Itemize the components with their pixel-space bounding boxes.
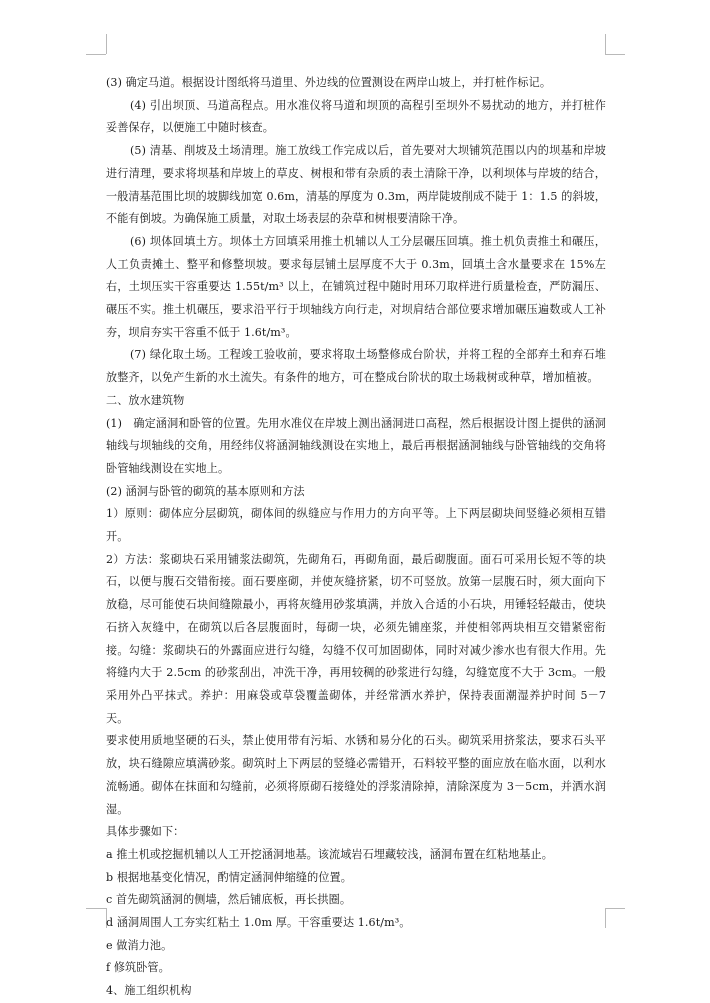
crop-mark-bottom-right-horizontal bbox=[605, 908, 625, 909]
crop-mark-bottom-left-horizontal bbox=[86, 908, 106, 909]
paragraph-culvert-position: (1) 确定涵洞和卧管的位置。先用水准仪在岸坡上测出涵洞进口高程，然后根据设计图上提供的涵洞轴线与坝轴线的交角，用经纬仪将涵洞轴线测设在实地上，最后再根据涵洞轴线与卧管轴线的交角将卧管轴线测设在实地上。 bbox=[106, 416, 606, 475]
section-heading-outlet-structures: 二、放水建筑物 bbox=[106, 393, 185, 407]
paragraph-step-7-greening: (7) 绿化取土场。工程竣工验收前，要求将取土场整修成台阶状，并将工程的全部弃土和弃石堆放整齐，以免产生新的水土流失。有条件的地方，可在整成台阶状的取土场栽树或种草，增加植被。 bbox=[106, 348, 606, 385]
document-body bbox=[106, 72, 606, 1003]
paragraph-step-5-foundation-clearing: (5) 清基、削坡及土场清理。施工放线工作完成以后，首先要对大坝铺筑范围以内的坝基和岸坡进行清理，要求将坝基和岸坡上的草皮、树根和带有杂质的表土清除干净，以利坝体与岸坡的结合，一般清基范围比坝的坡脚线加宽 0.6m，清基的厚度为 0.3m，两岸陡坡削成不陡于 1：1.5 的斜坡，不能有倒坡。为确保施工质量，对取土场表层的杂草和树根要清除干净。 bbox=[106, 144, 606, 226]
paragraph-masonry-method: 2）方法：浆砌块石采用铺浆法砌筑，先砌角石，再砌角面，最后砌腹面。面石可采用长短不等的块石，以便与腹石交错衔接。面石要座砌，并使灰缝挤紧，切不可竖放。放第一层腹石时，须大面向下放稳，尽可能使石块间缝隙最小，再将灰缝用砂浆填满，并放入合适的小石块，用锤轻轻敲击，使块石挤入灰缝中，在砌筑以后各层腹面时，每砌一块，必须先铺座浆，并使相邻两块相互交错紧密衔接。勾缝：浆砌块石的外露面应进行勾缝，勾缝不仅可加固砌体，同时对减少渗水也有很大作用。先将缝内大于 2.5cm 的砂浆刮出，冲洗干净，再用较稠的砂浆进行勾缝，勾缝宽度不大于 3cm。一般采用外凸平抹式。养护：用麻袋或草袋覆盖砌体，并经常洒水养护，保持表面潮湿养护时间 5－7 天。 bbox=[106, 552, 606, 725]
list-item-step-c: c 首先砌筑涵洞的侧墙，然后铺底板，再长拱圈。 bbox=[106, 893, 352, 907]
crop-mark-top-right-horizontal bbox=[605, 54, 625, 55]
paragraph-masonry-principle: 1）原则：砌体应分层砌筑，砌体间的纵缝应与作用力的方向平等。上下两层砌块间竖缝必须相互错开。 bbox=[106, 507, 606, 544]
section-heading-organization: 4、施工组织机构 bbox=[106, 984, 192, 998]
list-item-step-a: a 推土机或挖掘机辅以人工开挖涵洞地基。该流域岩石埋藏较浅，涵洞布置在红粘地基止。 bbox=[106, 847, 553, 861]
list-item-step-f: f 修筑卧管。 bbox=[106, 961, 170, 975]
paragraph-stone-requirements: 要求使用质地坚硬的石头，禁止使用带有污垢、水锈和易分化的石头。砌筑采用挤浆法，要求石头平放，块石缝隙应填满砂浆。砌筑时上下两层的竖缝必需错开，石料较平整的面应放在临水面，以利水流畅通。砌体在抹面和勾缝前，必须将原砌石接缝处的浮浆清除掉，清除深度为 3－5cm，并洒水润湿。 bbox=[106, 734, 606, 816]
crop-mark-top-right-vertical bbox=[605, 34, 606, 54]
list-item-step-b: b 根据地基变化情况，酌情定涵洞伸缩缝的位置。 bbox=[106, 870, 352, 884]
paragraph-step-4-elevation-points: (4) 引出坝顶、马道高程点。用水准仪将马道和坝顶的高程引至坝外不易扰动的地方，并打桩作妥善保存，以便施工中随时核查。 bbox=[106, 98, 606, 135]
crop-mark-top-left-vertical bbox=[106, 34, 107, 54]
list-item-step-e: e 做消力池。 bbox=[106, 938, 173, 952]
list-item-step-d: d 涵洞周围人工夯实红粘土 1.0m 厚。干容重要达 1.6t/m³。 bbox=[106, 916, 411, 930]
paragraph-step-3-confirm-berm: (3) 确定马道。根据设计图纸将马道里、外边线的位置测设在两岸山坡上，并打桩作标记。 bbox=[106, 76, 552, 89]
paragraph-step-6-dam-backfill: (6) 坝体回填土方。坝体土方回填采用推土机辅以人工分层碾压回填。推土机负责推土和碾压，人工负责摊土、整平和修整坝坡。要求每层铺土层厚度不大于 0.3m，回填土含水量要求在 15%左右，土坝压实干容重要达 1.55t/m³ 以上，在铺筑过程中随时用环刀取样进行质量检查，严防漏压、碾压不实。推土机碾压，要求沿平行于坝轴线方向行走，对坝肩结合部位要求增加碾压遍数或人工补夯，坝肩夯实干容重不低于 1.6t/m³。 bbox=[106, 234, 606, 339]
crop-mark-top-left-horizontal bbox=[86, 54, 106, 55]
paragraph-steps-intro: 具体步骤如下： bbox=[106, 825, 185, 839]
subheading-masonry-principles: (2) 涵洞与卧管的砌筑的基本原则和方法 bbox=[106, 484, 305, 498]
